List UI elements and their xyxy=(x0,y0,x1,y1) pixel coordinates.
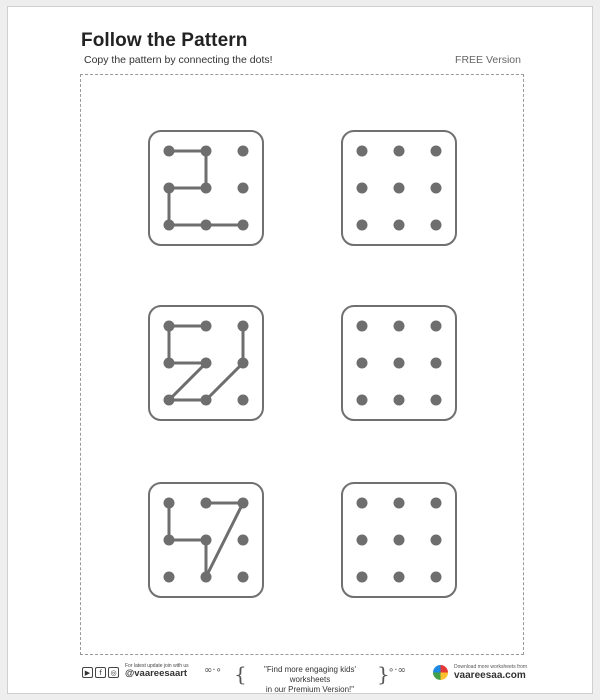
grid-dot xyxy=(201,321,212,332)
brace-right-icon: } xyxy=(377,662,390,686)
grid-dot[interactable] xyxy=(394,220,405,231)
grid-dot xyxy=(238,220,249,231)
footer xyxy=(8,657,594,695)
grid-dot xyxy=(238,395,249,406)
grid-dot[interactable] xyxy=(357,395,368,406)
grid-dot[interactable] xyxy=(394,358,405,369)
promo-line-2: in our Premium Version!" xyxy=(265,685,355,694)
grid-dot xyxy=(201,220,212,231)
grid-dot[interactable] xyxy=(357,220,368,231)
grid-dot xyxy=(164,146,175,157)
grid-dot xyxy=(201,146,212,157)
grid-dot xyxy=(238,358,249,369)
follow-text: For latest update join with us xyxy=(125,663,189,669)
grid-dot[interactable] xyxy=(431,183,442,194)
brace-left-icon: { xyxy=(234,662,247,686)
grid-dot xyxy=(164,220,175,231)
version-badge: FREE Version xyxy=(455,54,521,66)
grid-dot[interactable] xyxy=(431,358,442,369)
pattern-card-1 xyxy=(148,130,264,246)
youtube-icon[interactable]: ▶ xyxy=(82,667,93,678)
dot-grid xyxy=(343,132,455,244)
grid-dot[interactable] xyxy=(431,146,442,157)
grid-dot xyxy=(164,572,175,583)
grid-dot[interactable] xyxy=(431,498,442,509)
social-icons xyxy=(82,667,119,678)
dot-grid xyxy=(343,484,455,596)
worksheet-page xyxy=(7,6,593,694)
grid-dot xyxy=(238,572,249,583)
pattern-line xyxy=(206,503,243,577)
facebook-icon[interactable]: f xyxy=(95,667,106,678)
instructions: Copy the pattern by connecting the dots! xyxy=(84,54,273,66)
grid-dot[interactable] xyxy=(394,321,405,332)
grid-dot xyxy=(164,498,175,509)
page-title: Follow the Pattern xyxy=(81,30,248,51)
dot-grid xyxy=(150,132,262,244)
pattern-line xyxy=(206,363,243,400)
site-link[interactable]: vaareesaa.com xyxy=(454,670,526,681)
grid-dot[interactable] xyxy=(357,358,368,369)
grid-dot[interactable] xyxy=(357,535,368,546)
grid-dot[interactable] xyxy=(394,572,405,583)
promo-line-1: "Find more engaging kids' worksheets xyxy=(264,665,356,684)
grid-dot[interactable] xyxy=(357,572,368,583)
grid-dot xyxy=(201,183,212,194)
grid-dot[interactable] xyxy=(357,183,368,194)
grid-dot xyxy=(238,321,249,332)
grid-dot[interactable] xyxy=(394,183,405,194)
grid-dot[interactable] xyxy=(431,220,442,231)
pattern-card-3 xyxy=(148,482,264,598)
download-text: Download more worksheets from xyxy=(454,664,528,670)
pattern-card-2 xyxy=(148,305,264,421)
dot-grid xyxy=(150,484,262,596)
blank-grid-3[interactable] xyxy=(341,482,457,598)
grid-dot xyxy=(238,498,249,509)
grid-dot xyxy=(164,358,175,369)
grid-dot xyxy=(201,358,212,369)
grid-dot xyxy=(201,535,212,546)
grid-dot[interactable] xyxy=(431,535,442,546)
grid-dot xyxy=(238,146,249,157)
grid-dot xyxy=(238,183,249,194)
dot-grid xyxy=(343,307,455,419)
site-logo-icon xyxy=(433,665,448,680)
instagram-icon[interactable]: ◎ xyxy=(108,667,119,678)
dot-grid xyxy=(150,307,262,419)
activity-frame xyxy=(80,74,524,655)
grid-dot[interactable] xyxy=(431,321,442,332)
grid-dot[interactable] xyxy=(394,395,405,406)
grid-dot xyxy=(201,572,212,583)
grid-dot xyxy=(164,535,175,546)
grid-dot xyxy=(164,395,175,406)
grid-dot xyxy=(164,183,175,194)
grid-dot xyxy=(201,395,212,406)
grid-dot[interactable] xyxy=(357,321,368,332)
flourish-right-icon: ∘·∞ xyxy=(388,665,406,676)
grid-dot[interactable] xyxy=(431,572,442,583)
social-handle[interactable]: @vaareesaart xyxy=(125,668,188,679)
flourish-left-icon: ∞·∘ xyxy=(204,665,222,676)
blank-grid-1[interactable] xyxy=(341,130,457,246)
pattern-line xyxy=(169,363,206,400)
grid-dot[interactable] xyxy=(357,146,368,157)
promo-text xyxy=(244,665,376,695)
grid-dot[interactable] xyxy=(357,498,368,509)
grid-dot[interactable] xyxy=(394,535,405,546)
grid-dot xyxy=(164,321,175,332)
grid-dot[interactable] xyxy=(394,146,405,157)
grid-dot xyxy=(238,535,249,546)
blank-grid-2[interactable] xyxy=(341,305,457,421)
grid-dot[interactable] xyxy=(431,395,442,406)
grid-dot xyxy=(201,498,212,509)
grid-dot[interactable] xyxy=(394,498,405,509)
